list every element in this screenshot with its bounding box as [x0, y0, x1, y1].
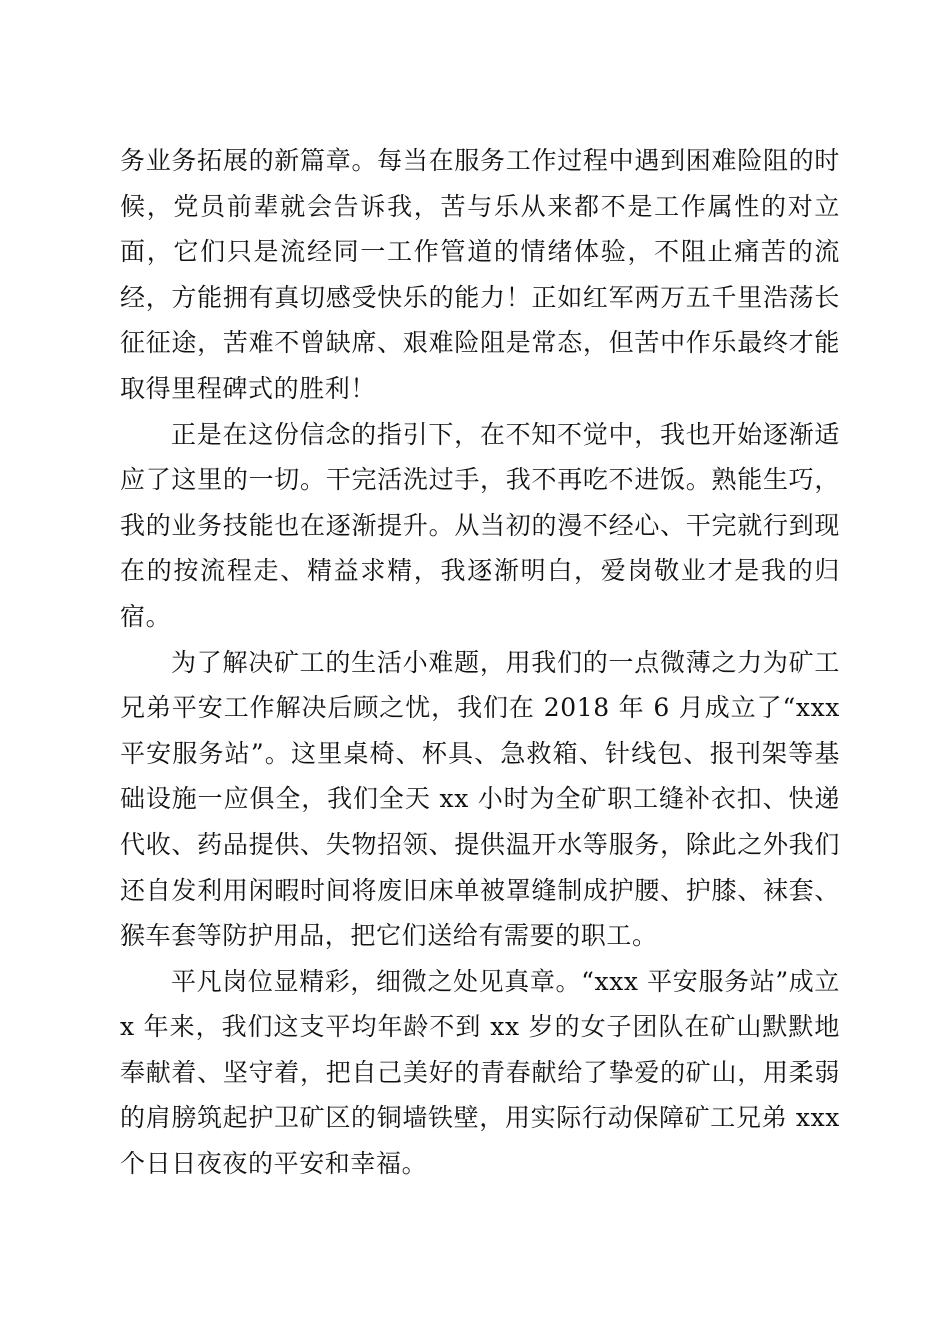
document-body — [120, 138, 840, 1187]
paragraph-belief: 正是在这份信念的指引下，在不知不觉中，我也开始逐渐适应了这里的一切。干完活洗过手，我不再吃不进饭。熟能生巧，我的业务技能也在逐渐提升。从当初的漫不经心、干完就行到现在的按流程走、精益求精，我逐渐明白，爱岗敬业才是我的归宿。 — [120, 419, 840, 631]
paragraph-continuation: 务业务拓展的新篇章。每当在服务工作过程中遇到困难险阻的时候，党员前辈就会告诉我，苦与乐从来都不是工作属性的对立面，它们只是流经同一工作管道的情绪体验，不阻止痛苦的流经，方能拥有真切感受快乐的能力！正如红军两万五千里浩荡长征征途，苦难不曾缺席、艰难险阻是常态，但苦中作乐最终才能取得里程碑式的胜利！ — [120, 146, 840, 403]
paragraph-dedication: 平凡岗位显精彩，细微之处见真章。“xxx 平安服务站”成立 x 年来，我们这支平均年龄不到 xx 岁的女子团队在矿山默默地奉献着、坚守着，把自己美好的青春献给了挚爱的矿山，用柔弱的肩膀筑起护卫矿区的铜墙铁壁，用实际行动保障矿工兄弟 xxx 个日日夜夜的平安和幸福。 — [120, 966, 840, 1179]
paragraph-service-station: 为了解决矿工的生活小难题，用我们的一点微薄之力为矿工兄弟平安工作解决后顾之忧，我们在 2018 年 6 月成立了“xxx 平安服务站”。这里桌椅、杯具、急救箱、针线包、报刊架等基础设施一应俱全，我们全天 xx 小时为全矿职工缝补衣扣、快递代收、药品提供、失物招领、提供温开水等服务，除此之外我们还自发利用闲暇时间将废旧床单被罩缝制成护腰、护膝、袜套、猴车套等防护用品，把它们送给有需要的职工。 — [120, 647, 840, 951]
